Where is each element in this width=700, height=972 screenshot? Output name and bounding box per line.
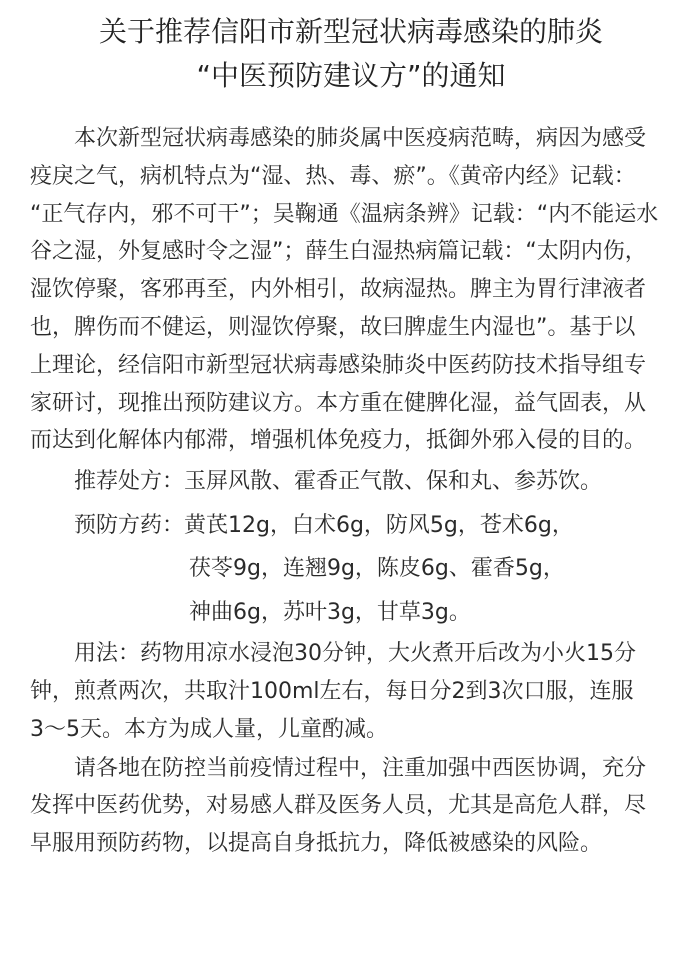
text-line: 疫戾之气，病机特点为“湿、热、毒、瘀”。《黄帝内经》记载： (30, 163, 636, 189)
text-line: 请各地在防控当前疫情过程中，注重加强中西医协调，充分 (74, 755, 647, 781)
text-line: 谷之湿，外复感时令之湿”；薛生白湿热病篇记载：“太阴内伤， (30, 239, 647, 265)
text-line: 本次新型冠状病毒感染的肺炎属中医疫病范畴，病因为感受 (74, 126, 647, 151)
text-line: 发挥中医药优势，对易感人群及医务人员，尤其是高危人群，尽 (30, 793, 647, 819)
recommended-prescription: 推荐处方：玉屏风散、霍香正气散、保和丸、参苏饮。 (74, 469, 603, 495)
intro-paragraph (30, 120, 672, 460)
text-line: 早服用预防药物，以提高自身抵抗力，降低被感染的风险。 (30, 831, 603, 857)
text-line: 用法：药物用凉水浸泡30分钟，大火煮开后改为小火15分 (74, 641, 636, 667)
text-line: 也，脾伤而不健运，则湿饮停聚，故曰脾虚生内湿也”。基于以 (30, 314, 636, 340)
text-line: 而达到化解体内郁滞，增强机体免疫力，抵御外邪入侵的目的。 (30, 428, 647, 454)
text-line: 家研讨，现推出预防建议方。本方重在健脾化湿，益气固表，从 (30, 390, 647, 416)
text-line: 湿饮停聚，客邪再至，内外相引，故病湿热。脾主为胃行津液者 (30, 277, 647, 303)
title-line-2: “中医预防建议方”的通知 (196, 59, 506, 92)
text-line: 3～5天。本方为成人量，儿童酌减。 (30, 716, 388, 742)
herbs-line-3: 神曲6g，苏叶3g，甘草3g。 (189, 599, 471, 625)
prescription-section (30, 460, 672, 634)
text-line: 钟，煎煮两次，共取汁100ml左右，每日分2到3次口服，连服 (30, 678, 634, 704)
document-title (30, 10, 672, 98)
herbs-line-2: 茯苓9g，连翘9g，陈皮6g、霍香5g， (189, 556, 565, 582)
text-line: “正气存内，邪不可干”；吴鞠通《温病条辨》记载：“内不能运水 (30, 201, 659, 227)
title-line-1: 关于推荐信阳市新型冠状病毒感染的肺炎 (98, 15, 603, 48)
text-line: 上理论，经信阳市新型冠状病毒感染肺炎中医药防技术指导组专 (30, 352, 647, 378)
usage-paragraph (30, 635, 672, 748)
herbs-line-1: 预防方药：黄芪12g，白术6g，防风5g，苍术6g， (74, 512, 574, 538)
closing-paragraph (30, 750, 672, 863)
